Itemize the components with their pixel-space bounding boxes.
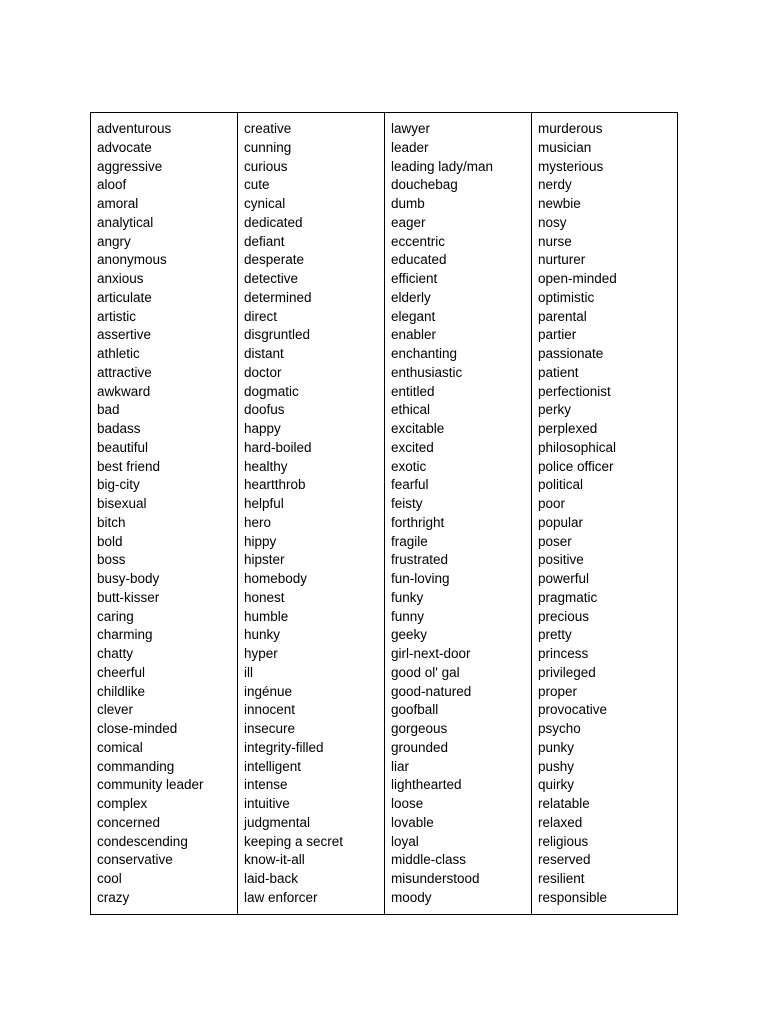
- word-cell: happy: [244, 421, 281, 436]
- word-cell: perfectionist: [538, 383, 611, 399]
- word-cell: pragmatic: [538, 589, 598, 605]
- word-cell: assertive: [97, 327, 152, 343]
- word-cell: relaxed: [538, 814, 583, 830]
- word-cell: amoral: [97, 196, 139, 211]
- word-cell: intelligent: [244, 758, 302, 774]
- word-cell: popular: [538, 514, 584, 530]
- word-cell: excitable: [391, 421, 445, 436]
- word-cell: loyal: [391, 833, 419, 849]
- word-cell: fearful: [391, 477, 429, 493]
- word-cell: lawyer: [391, 121, 431, 136]
- word-cell: community leader: [97, 777, 204, 793]
- word-table: [90, 112, 678, 915]
- word-cell: privileged: [538, 664, 596, 680]
- word-cell: creative: [244, 121, 292, 136]
- word-cell: quirky: [538, 777, 575, 793]
- word-cell: pushy: [538, 758, 575, 774]
- word-cell: anxious: [97, 271, 144, 286]
- word-cell: parental: [538, 308, 587, 324]
- word-cell: athletic: [97, 346, 140, 361]
- word-cell: elderly: [391, 289, 431, 305]
- word-cell: relatable: [538, 796, 590, 811]
- word-cell: educated: [391, 252, 447, 268]
- word-cell: bold: [97, 533, 123, 549]
- word-cell: passionate: [538, 346, 604, 361]
- word-cell: douchebag: [391, 177, 458, 193]
- word-cell: distant: [244, 346, 284, 361]
- word-cell: law enforcer: [244, 889, 318, 905]
- word-cell: know-it-all: [244, 852, 305, 868]
- word-cell: aggressive: [97, 158, 163, 174]
- word-cell: clever: [97, 702, 134, 718]
- word-cell: enabler: [391, 327, 437, 343]
- word-cell: condescending: [97, 833, 188, 849]
- word-cell: leader: [391, 139, 429, 155]
- word-cell: fun-loving: [391, 571, 450, 586]
- word-cell: laid-back: [244, 871, 299, 886]
- word-cell: excited: [391, 439, 434, 455]
- word-cell: philosophical: [538, 439, 617, 455]
- word-cell: partier: [538, 327, 577, 343]
- word-cell: punky: [538, 739, 575, 755]
- word-cell: psycho: [538, 721, 581, 736]
- word-cell: honest: [244, 589, 285, 605]
- word-cell: hard-boiled: [244, 439, 312, 455]
- word-cell: charming: [97, 627, 153, 643]
- word-cell: ethical: [391, 402, 431, 418]
- word-cell: intense: [244, 777, 288, 793]
- word-cell: anonymous: [97, 252, 167, 268]
- word-cell: dogmatic: [244, 383, 299, 399]
- word-cell: cunning: [244, 139, 292, 155]
- word-cell: enchanting: [391, 346, 458, 361]
- word-cell: attractive: [97, 364, 152, 380]
- word-column-1: [91, 113, 238, 914]
- word-cell: perky: [538, 402, 572, 418]
- word-cell: fragile: [391, 533, 428, 549]
- word-cell: ill: [244, 664, 253, 680]
- word-cell: forthright: [391, 514, 445, 530]
- word-cell: determined: [244, 289, 312, 305]
- word-cell: misunderstood: [391, 871, 480, 886]
- word-cell: busy-body: [97, 571, 160, 586]
- word-cell: perplexed: [538, 421, 598, 436]
- word-cell: optimistic: [538, 289, 595, 305]
- word-cell: resilient: [538, 871, 585, 886]
- word-cell: caring: [97, 608, 134, 624]
- word-cell: homebody: [244, 571, 308, 586]
- word-cell: humble: [244, 608, 289, 624]
- word-cell: boss: [97, 552, 126, 568]
- word-cell: lighthearted: [391, 777, 462, 793]
- word-cell: hunky: [244, 627, 281, 643]
- word-cell: loose: [391, 796, 424, 811]
- word-cell: artistic: [97, 308, 137, 324]
- word-cell: conservative: [97, 852, 173, 868]
- word-cell: butt-kisser: [97, 589, 160, 605]
- word-cell: grounded: [391, 739, 449, 755]
- word-cell: elegant: [391, 308, 436, 324]
- word-cell: dumb: [391, 196, 425, 211]
- word-cell: entitled: [391, 383, 435, 399]
- word-cell: dedicated: [244, 214, 303, 230]
- word-cell: funky: [391, 589, 424, 605]
- word-cell: healthy: [244, 458, 288, 474]
- word-cell: helpful: [244, 496, 284, 511]
- word-cell: responsible: [538, 889, 608, 905]
- word-cell: hero: [244, 514, 272, 530]
- word-cell: nurturer: [538, 252, 586, 268]
- word-cell: innocent: [244, 702, 296, 718]
- word-cell: desperate: [244, 252, 305, 268]
- word-cell: newbie: [538, 196, 581, 211]
- word-cell: badass: [97, 421, 141, 436]
- word-cell: hyper: [244, 646, 278, 661]
- word-cell: detective: [244, 271, 299, 286]
- word-cell: best friend: [97, 458, 161, 474]
- word-cell: geeky: [391, 627, 428, 643]
- word-cell: proper: [538, 683, 578, 699]
- word-cell: complex: [97, 796, 148, 811]
- word-cell: analytical: [97, 214, 154, 230]
- word-cell: close-minded: [97, 721, 178, 736]
- word-cell: hippy: [244, 533, 277, 549]
- word-cell: articulate: [97, 289, 152, 305]
- word-cell: judgmental: [244, 814, 311, 830]
- word-cell: feisty: [391, 496, 423, 511]
- word-cell: good-natured: [391, 683, 472, 699]
- word-cell: reserved: [538, 852, 591, 868]
- word-cell: intuitive: [244, 796, 290, 811]
- word-cell: cynical: [244, 196, 286, 211]
- word-cell: bad: [97, 402, 120, 418]
- word-cell: curious: [244, 158, 288, 174]
- word-cell: princess: [538, 646, 589, 661]
- word-cell: awkward: [97, 383, 151, 399]
- word-cell: big-city: [97, 477, 140, 493]
- word-cell: chatty: [97, 646, 134, 661]
- word-cell: girl-next-door: [391, 646, 471, 661]
- word-cell: funny: [391, 608, 425, 624]
- word-cell: gorgeous: [391, 721, 448, 736]
- word-cell: open-minded: [538, 271, 617, 286]
- word-cell: leading lady/man: [391, 158, 494, 174]
- word-cell: integrity-filled: [244, 739, 324, 755]
- word-cell: enthusiastic: [391, 364, 463, 380]
- word-cell: crazy: [97, 889, 130, 905]
- word-cell: liar: [391, 758, 410, 774]
- word-cell: exotic: [391, 458, 427, 474]
- word-cell: cheerful: [97, 664, 146, 680]
- word-cell: efficient: [391, 271, 438, 286]
- word-cell: aloof: [97, 177, 127, 193]
- word-cell: commanding: [97, 758, 175, 774]
- word-column-3: [385, 113, 532, 914]
- word-cell: ingénue: [244, 683, 293, 699]
- word-cell: poser: [538, 533, 572, 549]
- word-cell: powerful: [538, 571, 590, 586]
- word-cell: goofball: [391, 702, 439, 718]
- word-cell: doctor: [244, 364, 282, 380]
- word-cell: adventurous: [97, 121, 172, 136]
- word-cell: positive: [538, 552, 584, 568]
- word-cell: murderous: [538, 121, 603, 136]
- word-cell: nurse: [538, 233, 572, 249]
- word-cell: comical: [97, 739, 143, 755]
- word-cell: insecure: [244, 721, 296, 736]
- word-cell: cool: [97, 871, 122, 886]
- word-cell: precious: [538, 608, 590, 624]
- word-cell: heartthrob: [244, 477, 306, 493]
- word-cell: angry: [97, 233, 131, 249]
- word-cell: pretty: [538, 627, 572, 643]
- word-cell: doofus: [244, 402, 285, 418]
- word-cell: musician: [538, 139, 592, 155]
- word-column-4: [532, 113, 677, 914]
- word-cell: religious: [538, 833, 589, 849]
- word-column-2: [238, 113, 385, 914]
- word-cell: hipster: [244, 552, 285, 568]
- word-cell: political: [538, 477, 584, 493]
- word-cell: eager: [391, 214, 426, 230]
- word-cell: bitch: [97, 514, 126, 530]
- word-cell: frustrated: [391, 552, 449, 568]
- word-cell: mysterious: [538, 158, 604, 174]
- word-cell: childlike: [97, 683, 146, 699]
- word-cell: good ol' gal: [391, 664, 460, 680]
- word-cell: cute: [244, 177, 270, 193]
- word-cell: nosy: [538, 214, 567, 230]
- word-cell: moody: [391, 889, 432, 905]
- word-cell: middle-class: [391, 852, 467, 868]
- word-cell: concerned: [97, 814, 161, 830]
- word-cell: bisexual: [97, 496, 147, 511]
- word-cell: poor: [538, 496, 566, 511]
- word-cell: provocative: [538, 702, 608, 718]
- word-cell: eccentric: [391, 233, 446, 249]
- word-cell: defiant: [244, 233, 285, 249]
- word-cell: lovable: [391, 814, 434, 830]
- word-cell: police officer: [538, 458, 614, 474]
- word-cell: disgruntled: [244, 327, 311, 343]
- word-cell: nerdy: [538, 177, 572, 193]
- word-cell: advocate: [97, 139, 152, 155]
- word-cell: beautiful: [97, 439, 149, 455]
- word-cell: direct: [244, 308, 278, 324]
- word-cell: patient: [538, 364, 579, 380]
- word-cell: keeping a secret: [244, 833, 344, 849]
